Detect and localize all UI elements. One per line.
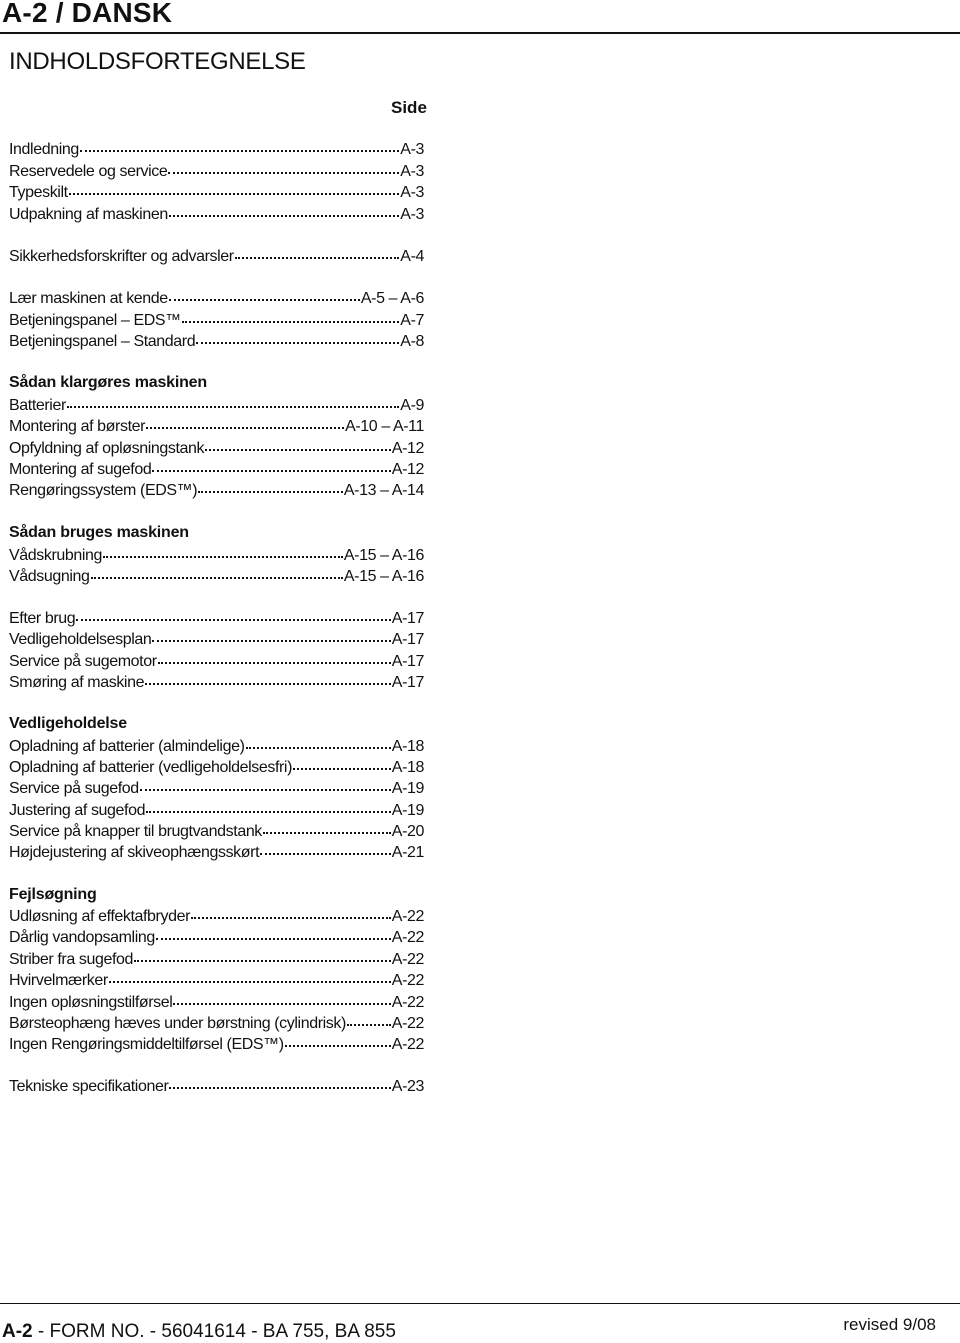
toc-dot-leader (263, 820, 391, 834)
toc-dot-leader (67, 394, 399, 408)
toc-entry[interactable] (9, 1077, 424, 1099)
toc-dot-leader (76, 607, 391, 621)
toc-entry-page: A-5 – A-6 (360, 290, 424, 307)
toc-entry-page: A-19 (391, 780, 424, 797)
toc-entry-title: Indledning (9, 141, 79, 158)
toc-entry-page: A-22 (391, 972, 424, 989)
toc-dot-leader (158, 650, 391, 664)
toc-dot-leader (156, 926, 391, 940)
toc-entry-page: A-23 (391, 1078, 424, 1095)
toc-entry-title: Udløsning af effektafbryder (9, 908, 191, 925)
toc-entry-title: Betjeningspanel – EDS™ (9, 312, 181, 329)
toc-entry-title: Vådskrubning (9, 547, 103, 564)
toc-entry-title: Smøring af maskine (9, 674, 145, 691)
toc-entry-page: A-17 (391, 610, 424, 627)
toc-entry-page: A-20 (391, 823, 424, 840)
toc-dot-leader (80, 138, 399, 152)
toc-dot-leader (152, 458, 390, 472)
toc-dot-leader (146, 799, 391, 813)
toc-entry[interactable] (9, 1035, 424, 1057)
page-header (0, 0, 960, 34)
toc-dot-leader (198, 479, 343, 493)
toc-entry-page: A-21 (391, 844, 424, 861)
toc-dot-leader (205, 437, 391, 451)
toc-entry[interactable] (9, 928, 424, 950)
toc-dot-leader (235, 245, 400, 259)
toc-dot-leader (140, 777, 391, 791)
toc-dot-leader (152, 628, 390, 642)
toc-entry[interactable] (9, 673, 424, 695)
toc-entry-page: A-22 (391, 908, 424, 925)
toc-entry[interactable] (9, 630, 424, 652)
page-header-title: A-2 / DANSK (2, 0, 173, 28)
toc-section-heading: Fejlsøgning (9, 886, 97, 903)
toc-entry-title: Højdejustering af skiveophængsskørt (9, 844, 260, 861)
footer-revised-date: revised 9/08 (843, 1315, 936, 1334)
toc-entry-title: Ingen Rengøringsmiddeltilførsel (EDS™) (9, 1036, 284, 1053)
page-footer (0, 1303, 960, 1342)
toc-entry-page: A-4 (400, 248, 424, 265)
toc-entry-title: Justering af sugefod (9, 802, 146, 819)
toc-entry-page: A-22 (391, 994, 424, 1011)
toc-section-heading: Vedligeholdelse (9, 715, 127, 732)
toc-dot-leader (182, 309, 400, 323)
toc-entry[interactable] (9, 843, 424, 865)
toc-entry-title: Reservedele og service (9, 163, 168, 180)
toc-entry-page: A-18 (391, 738, 424, 755)
toc-entry-page: A-9 (400, 397, 424, 414)
toc-entry-title: Vedligeholdelsesplan (9, 631, 152, 648)
toc-entry-page: A-17 (391, 653, 424, 670)
toc-entry[interactable] (9, 971, 424, 993)
toc-dot-leader (169, 203, 399, 217)
toc-dot-leader (145, 671, 391, 685)
toc-entry-page: A-3 (400, 163, 424, 180)
toc-entry[interactable] (9, 247, 424, 269)
toc-section-heading: Sådan klargøres maskinen (9, 374, 207, 391)
toc-entry-page: A-22 (391, 1036, 424, 1053)
toc-dot-leader (169, 287, 360, 301)
toc-entry-page: A-22 (391, 929, 424, 946)
toc-entry-page: A-8 (400, 333, 424, 350)
toc-entry-title: Rengøringssystem (EDS™) (9, 482, 198, 499)
toc-entry[interactable] (9, 205, 424, 227)
toc-entry-page: A-15 – A-16 (343, 568, 424, 585)
toc-entry[interactable] (9, 481, 424, 503)
toc-entry-title: Opfyldning af opløsningstank (9, 440, 205, 457)
toc-entry-page: A-22 (391, 951, 424, 968)
toc-entry-title: Tekniske specifikationer (9, 1078, 169, 1095)
toc-entry-page: A-7 (400, 312, 424, 329)
toc-dot-leader (69, 181, 400, 195)
toc-entry-title: Efter brug (9, 610, 76, 627)
toc-entry-page: A-12 (391, 461, 424, 478)
page-column-label: Side (391, 98, 427, 117)
toc-entry-title: Service på sugemotor (9, 653, 157, 670)
toc-entry[interactable] (9, 183, 424, 205)
toc-entry[interactable] (9, 779, 424, 801)
toc-dot-leader (109, 969, 391, 983)
toc-entry-page: A-3 (400, 141, 424, 158)
footer-page-ref: A-2 (2, 1321, 33, 1342)
toc-entry[interactable] (9, 289, 424, 311)
toc-entry-page: A-12 (391, 440, 424, 457)
toc-entry-title: Batterier (9, 397, 66, 414)
toc-entry-page: A-3 (400, 206, 424, 223)
toc-dot-leader (293, 756, 391, 770)
toc-entry-page: A-17 (391, 631, 424, 648)
toc-entry[interactable] (9, 567, 424, 589)
toc-entry-title: Vådsugning (9, 568, 90, 585)
toc-entry[interactable] (9, 417, 424, 439)
toc-entry-page: A-10 – A-11 (345, 418, 424, 435)
toc-entry-title: Opladning af batterier (almindelige) (9, 738, 245, 755)
toc-entry-title: Dårlig vandopsamling (9, 929, 155, 946)
toc-entry-title: Udpakning af maskinen (9, 206, 168, 223)
toc-dot-leader (173, 991, 390, 1005)
toc-entry-title: Striber fra sugefod (9, 951, 134, 968)
toc-entry-title: Service på sugefod (9, 780, 139, 797)
toc-entry-page: A-17 (391, 674, 424, 691)
toc-entry-title: Betjeningspanel – Standard (9, 333, 196, 350)
toc-dot-leader (246, 735, 391, 749)
toc-entry-page: A-18 (391, 759, 424, 776)
toc-entry-title: Sikkerhedsforskrifter og advarsler (9, 248, 234, 265)
toc-dot-leader (146, 415, 344, 429)
toc-dot-leader (168, 160, 399, 174)
toc-dot-leader (260, 841, 391, 855)
toc-entry-title: Montering af børster (9, 418, 146, 435)
toc-entry[interactable] (9, 140, 424, 162)
toc-dot-leader (347, 1012, 391, 1026)
toc-dot-leader (191, 905, 391, 919)
toc-entry-page: A-13 – A-14 (343, 482, 424, 499)
toc-entry-title: Ingen opløsningstilførsel (9, 994, 173, 1011)
footer-form-number (2, 1321, 396, 1343)
toc-entry-page: A-3 (400, 184, 424, 201)
toc-entry-title: Lær maskinen at kende (9, 290, 168, 307)
toc-entry-title: Børsteophæng hæves under børstning (cylindrisk) (9, 1015, 346, 1032)
toc-dot-leader (103, 544, 343, 558)
toc-section-heading: Sådan bruges maskinen (9, 524, 189, 541)
toc-entry[interactable] (9, 332, 424, 354)
toc-entry-page: A-19 (391, 802, 424, 819)
toc-entry-title: Typeskilt (9, 184, 68, 201)
toc-entry-page: A-15 – A-16 (343, 547, 424, 564)
toc-dot-leader (91, 565, 343, 579)
toc-dot-leader (285, 1033, 391, 1047)
toc-entry-page: A-22 (391, 1015, 424, 1032)
toc-entry-title: Montering af sugefod (9, 461, 152, 478)
toc-dot-leader (134, 948, 391, 962)
toc-dot-leader (169, 1075, 390, 1089)
toc-entry-title: Service på knapper til brugtvandstank (9, 823, 262, 840)
toc-entry-title: Hvirvelmærker (9, 972, 108, 989)
toc-title: INDHOLDSFORTEGNELSE (9, 48, 306, 75)
toc-entry-title: Opladning af batterier (vedligeholdelsesfri) (9, 759, 293, 776)
toc-dot-leader (196, 330, 399, 344)
footer-form-text: - FORM NO. - 56041614 - BA 755, BA 855 (32, 1321, 396, 1342)
